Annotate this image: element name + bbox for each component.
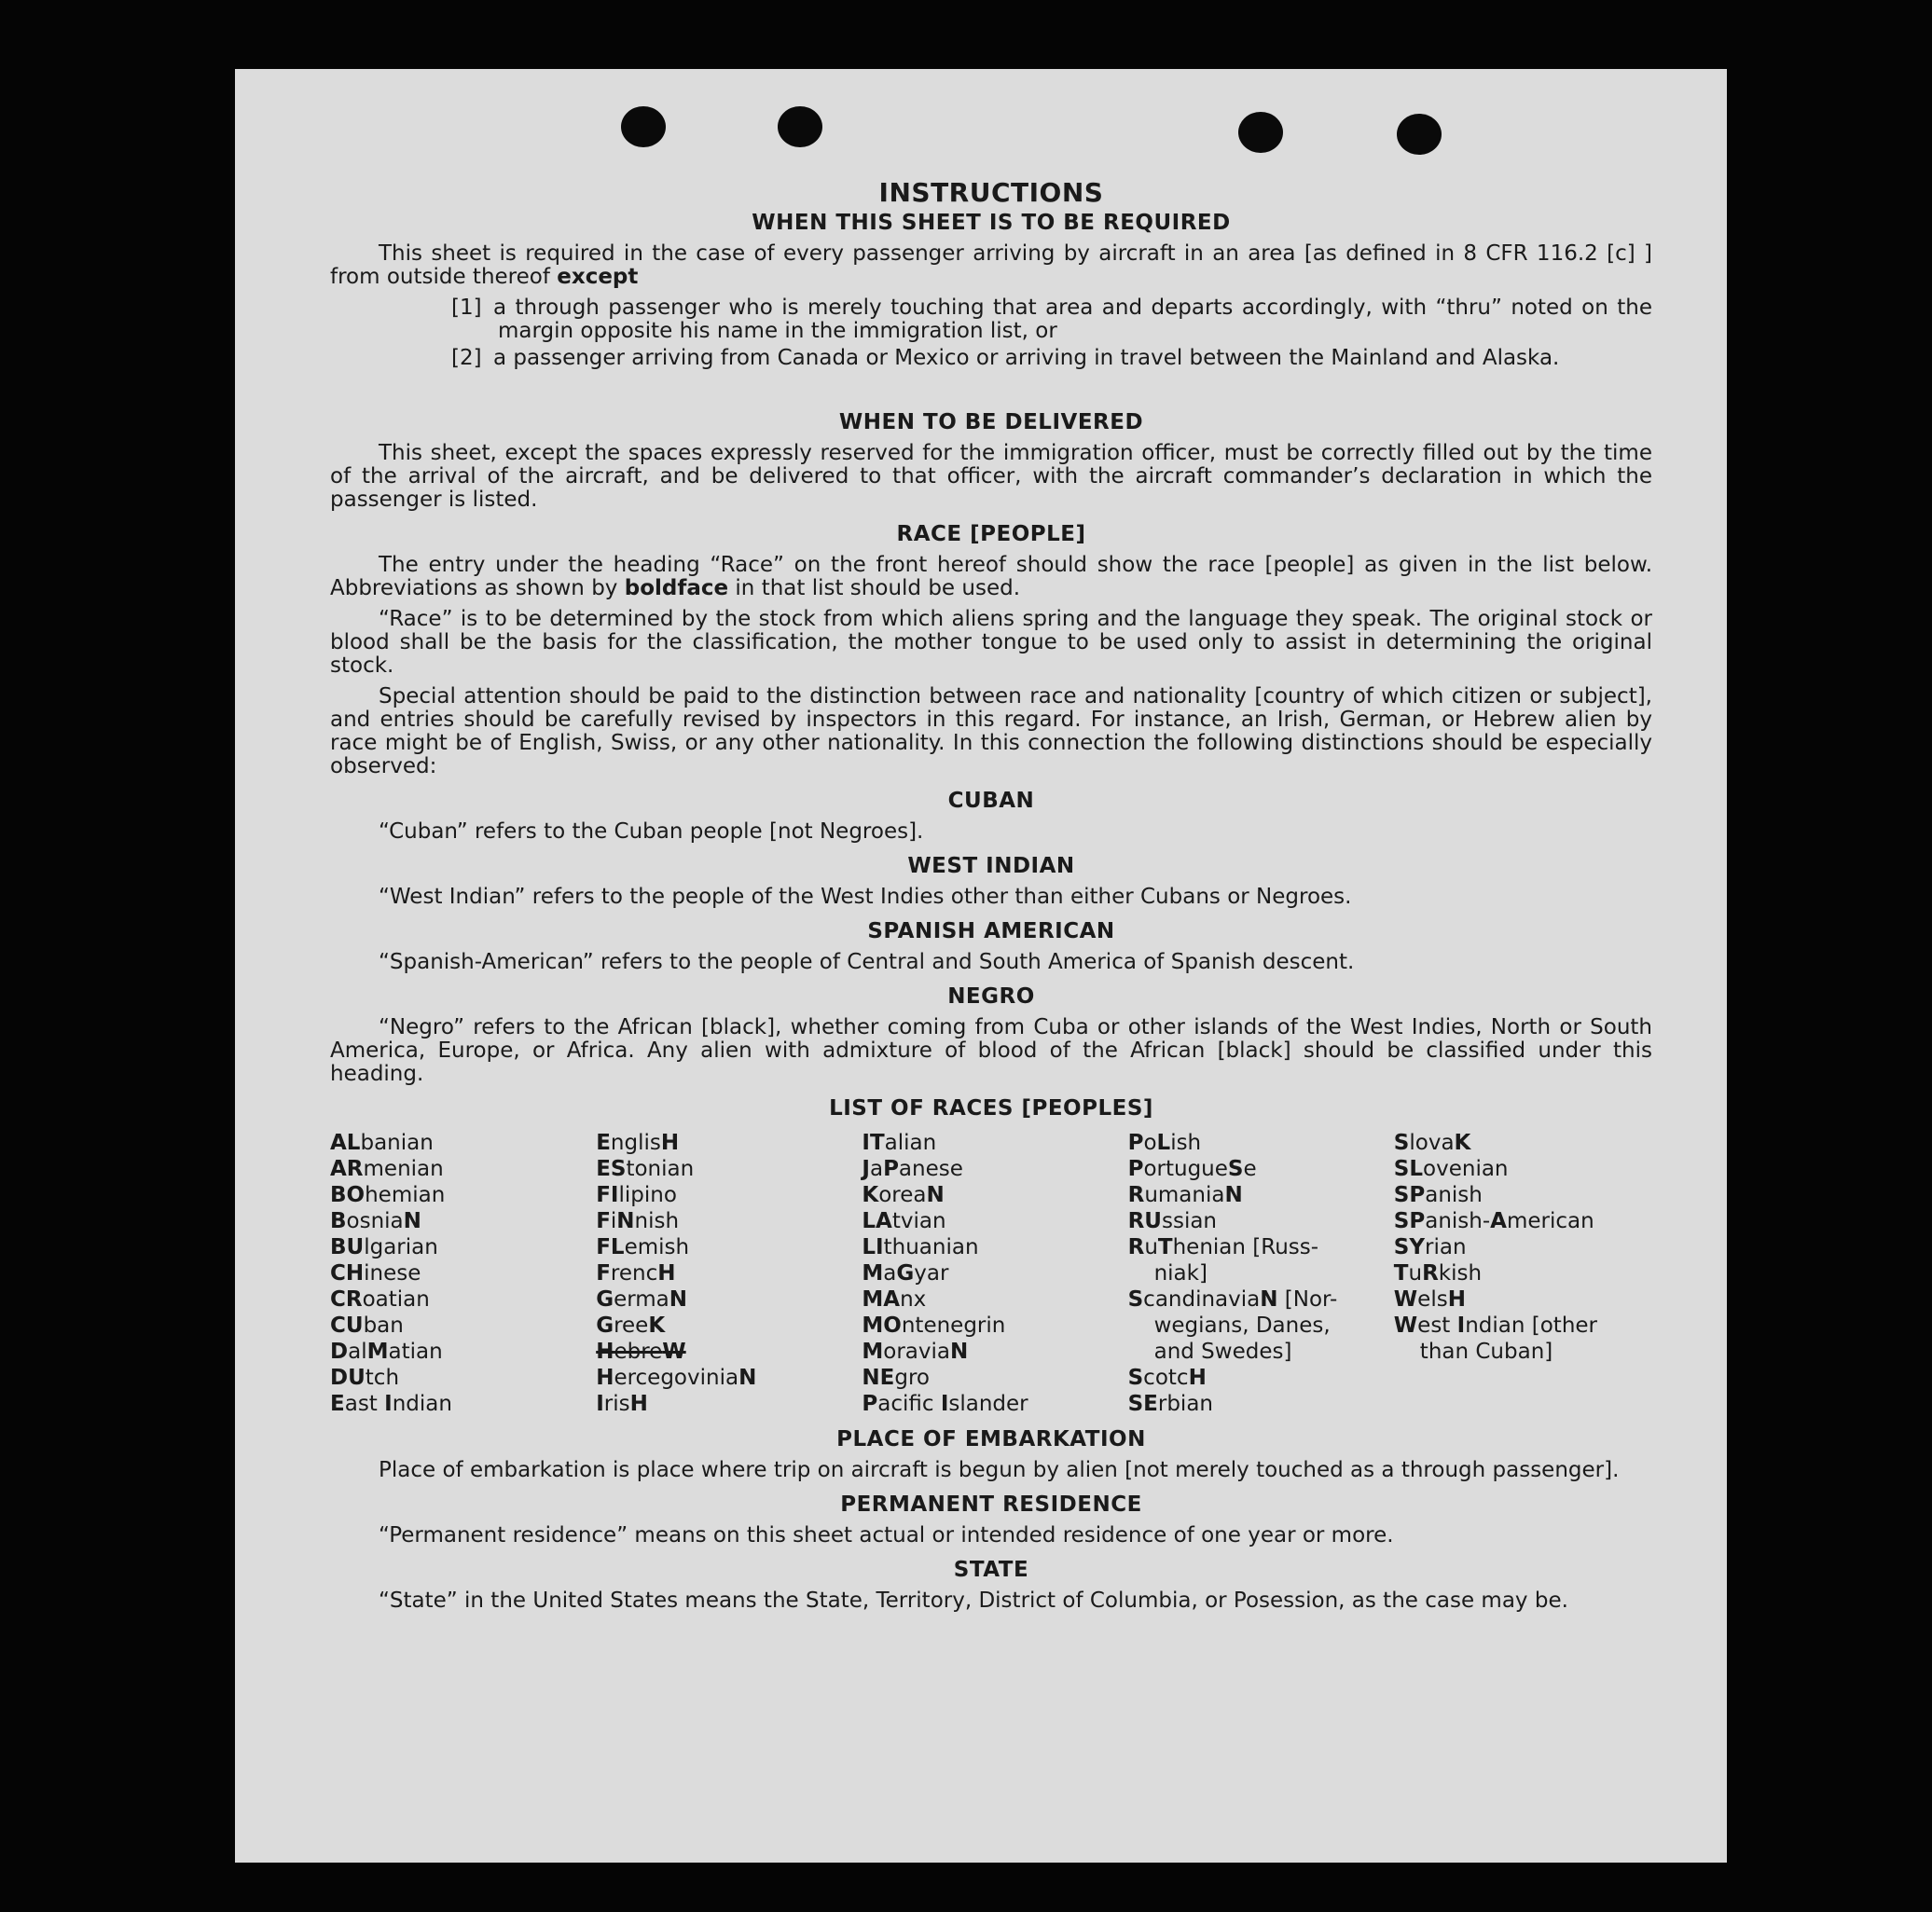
punch-hole xyxy=(778,106,822,147)
race-entry: SPanish xyxy=(1393,1183,1483,1207)
race-entry: SYrian xyxy=(1393,1235,1467,1259)
west-indian-text: “West Indian” refers to the people of the West Indies other than either Cubans or Negroes. xyxy=(379,885,1352,909)
race-entry: MAnx xyxy=(862,1287,927,1312)
race-entry: TuRkish xyxy=(1393,1261,1483,1286)
race-entry: PortugueSe xyxy=(1127,1157,1257,1181)
heading-west-indian: WEST INDIAN xyxy=(907,854,1075,878)
race-entry: MaGyar xyxy=(862,1261,949,1286)
heading-list-of-races: LIST OF RACES [PEOPLES] xyxy=(829,1096,1153,1121)
punch-hole xyxy=(1397,114,1442,155)
race-entry: HercegoviniaN xyxy=(596,1366,757,1390)
race-entry: FIlipino xyxy=(596,1183,677,1207)
heading-when-delivered: WHEN TO BE DELIVERED xyxy=(838,410,1144,434)
exception-item: [1] a through passenger who is merely touching that area and departs accordingly, with “thru” noted on the margin opposite his name in the immigration list, or xyxy=(451,296,1652,343)
race-entry: PoLish xyxy=(1127,1131,1202,1155)
heading-negro: NEGRO xyxy=(947,984,1035,1009)
cuban-text: “Cuban” refers to the Cuban people [not Negroes]. xyxy=(379,819,924,844)
race-entry: SErbian xyxy=(1127,1392,1213,1416)
race-entry: DUtch xyxy=(330,1366,400,1390)
race-paragraph-3: Special attention should be paid to the distinction between race and nationality [country of which citizen or subject], and entries should be carefully revised by inspectors in this regard. For instance, an Irish, German, or Hebrew alien by race might be of English, Swiss, or any other nationality. In this connection the following distinctions should be especially observed: xyxy=(330,684,1652,778)
race-entry: DalMatian xyxy=(330,1340,443,1364)
race-entry: EnglisH xyxy=(596,1131,680,1155)
race-entry: West Indian [other xyxy=(1393,1314,1597,1338)
races-list xyxy=(330,1130,1652,1417)
heading-when-required: WHEN THIS SHEET IS TO BE REQUIRED xyxy=(752,211,1231,235)
race-paragraph-1: The entry under the heading “Race” on the front hereof should show the race [people] as given in the list below. Abbreviations as shown by boldface in that list should be used. xyxy=(330,553,1652,600)
race-entry: ITalian xyxy=(862,1131,937,1155)
race-entry: ScandinaviaN [Nor- xyxy=(1127,1287,1338,1312)
race-entry: FiNnish xyxy=(596,1209,680,1233)
races-column xyxy=(1128,1130,1387,1417)
race-entry: Pacific Islander xyxy=(862,1392,1028,1416)
heading-embarkation: PLACE OF EMBARKATION xyxy=(836,1427,1146,1451)
race-entry: wegians, Danes, xyxy=(1153,1314,1331,1338)
races-column xyxy=(862,1130,1120,1417)
race-entry: East Indian xyxy=(330,1392,452,1416)
race-entry: BosniaN xyxy=(330,1209,421,1233)
race-entry: NEgro xyxy=(862,1366,930,1390)
race-entry: RUssian xyxy=(1127,1209,1218,1233)
race-entry: RumaniaN xyxy=(1127,1183,1243,1207)
race-entry: GermaN xyxy=(596,1287,688,1312)
heading-cuban: CUBAN xyxy=(947,789,1035,813)
race-entry: niak] xyxy=(1153,1261,1208,1286)
embarkation-text: Place of embarkation is place where trip on aircraft is begun by alien [not merely touched as a through passenger]. xyxy=(379,1458,1620,1482)
race-entry: SlovaK xyxy=(1393,1131,1471,1155)
races-column xyxy=(596,1130,854,1417)
punch-hole xyxy=(621,106,666,147)
race-entry: WelsH xyxy=(1393,1287,1466,1312)
race-entry: SPanish-American xyxy=(1393,1209,1594,1233)
race-entry: EStonian xyxy=(596,1157,695,1181)
heading-spanish-american: SPANISH AMERICAN xyxy=(867,919,1115,943)
race-entry: MOntenegrin xyxy=(862,1314,1006,1338)
race-entry: than Cuban] xyxy=(1419,1340,1553,1364)
race-entry: CHinese xyxy=(330,1261,421,1286)
spanish-american-text: “Spanish-American” refers to the people of Central and South America of Spanish descent. xyxy=(379,950,1355,974)
exception-item: [2] a passenger arriving from Canada or Mexico or arriving in travel between the Mainland and Alaska. xyxy=(451,346,1560,370)
race-entry: ScotcH xyxy=(1127,1366,1207,1390)
race-entry: and Swedes] xyxy=(1153,1340,1292,1364)
race-entry: ARmenian xyxy=(330,1157,444,1181)
instructions-body xyxy=(330,177,1652,1620)
when-required-intro: This sheet is required in the case of every passenger arriving by aircraft in an area [as defined in 8 CFR 116.2 [c] ] from outside thereof except xyxy=(330,241,1652,289)
race-entry: LAtvian xyxy=(862,1209,946,1233)
race-entry: LIthuanian xyxy=(862,1235,979,1259)
race-entry: GreeK xyxy=(596,1314,666,1338)
heading-race: RACE [PEOPLE] xyxy=(896,522,1086,546)
races-column xyxy=(1394,1130,1652,1417)
race-entry: KoreaN xyxy=(862,1183,945,1207)
race-paragraph-2: “Race” is to be determined by the stock from which aliens spring and the language they speak. The original stock or blood shall be the basis for the classification, the mother tongue to be used only to assist in determining the original stock. xyxy=(330,607,1652,678)
when-delivered-text: This sheet, except the spaces expressly reserved for the immigration officer, must be correctly filled out by the time of the arrival of the aircraft, and be delivered to that officer, with the aircraft commander’s declaration in which the passenger is listed. xyxy=(330,441,1652,512)
punch-hole xyxy=(1238,112,1283,153)
heading-state: STATE xyxy=(953,1558,1029,1582)
race-entry: HebreW xyxy=(596,1340,686,1364)
document-page xyxy=(235,69,1727,1863)
state-text: “State” in the United States means the State, Territory, District of Columbia, or Posession, as the case may be. xyxy=(379,1589,1568,1613)
negro-text: “Negro” refers to the African [black], whether coming from Cuba or other islands of the West Indies, North or South America, Europe, or Africa. Any alien with admixture of blood of the African [black] should be classified under this heading. xyxy=(330,1015,1652,1086)
race-entry: FrencH xyxy=(596,1261,676,1286)
race-entry: BUlgarian xyxy=(330,1235,438,1259)
page-title: INSTRUCTIONS xyxy=(878,177,1104,208)
race-entry: CUban xyxy=(330,1314,404,1338)
heading-permanent-residence: PERMANENT RESIDENCE xyxy=(840,1492,1142,1517)
race-entry: MoraviaN xyxy=(862,1340,969,1364)
race-entry: JaPanese xyxy=(862,1157,963,1181)
race-entry: FLemish xyxy=(596,1235,690,1259)
races-column xyxy=(330,1130,588,1417)
residence-text: “Permanent residence” means on this sheet actual or intended residence of one year or more. xyxy=(379,1523,1394,1547)
race-entry: CRoatian xyxy=(330,1287,430,1312)
race-entry: BOhemian xyxy=(330,1183,446,1207)
race-entry: ALbanian xyxy=(330,1131,434,1155)
race-entry: RuThenian [Russ- xyxy=(1127,1235,1319,1259)
race-entry: SLovenian xyxy=(1393,1157,1509,1181)
race-entry: IrisH xyxy=(596,1392,648,1416)
